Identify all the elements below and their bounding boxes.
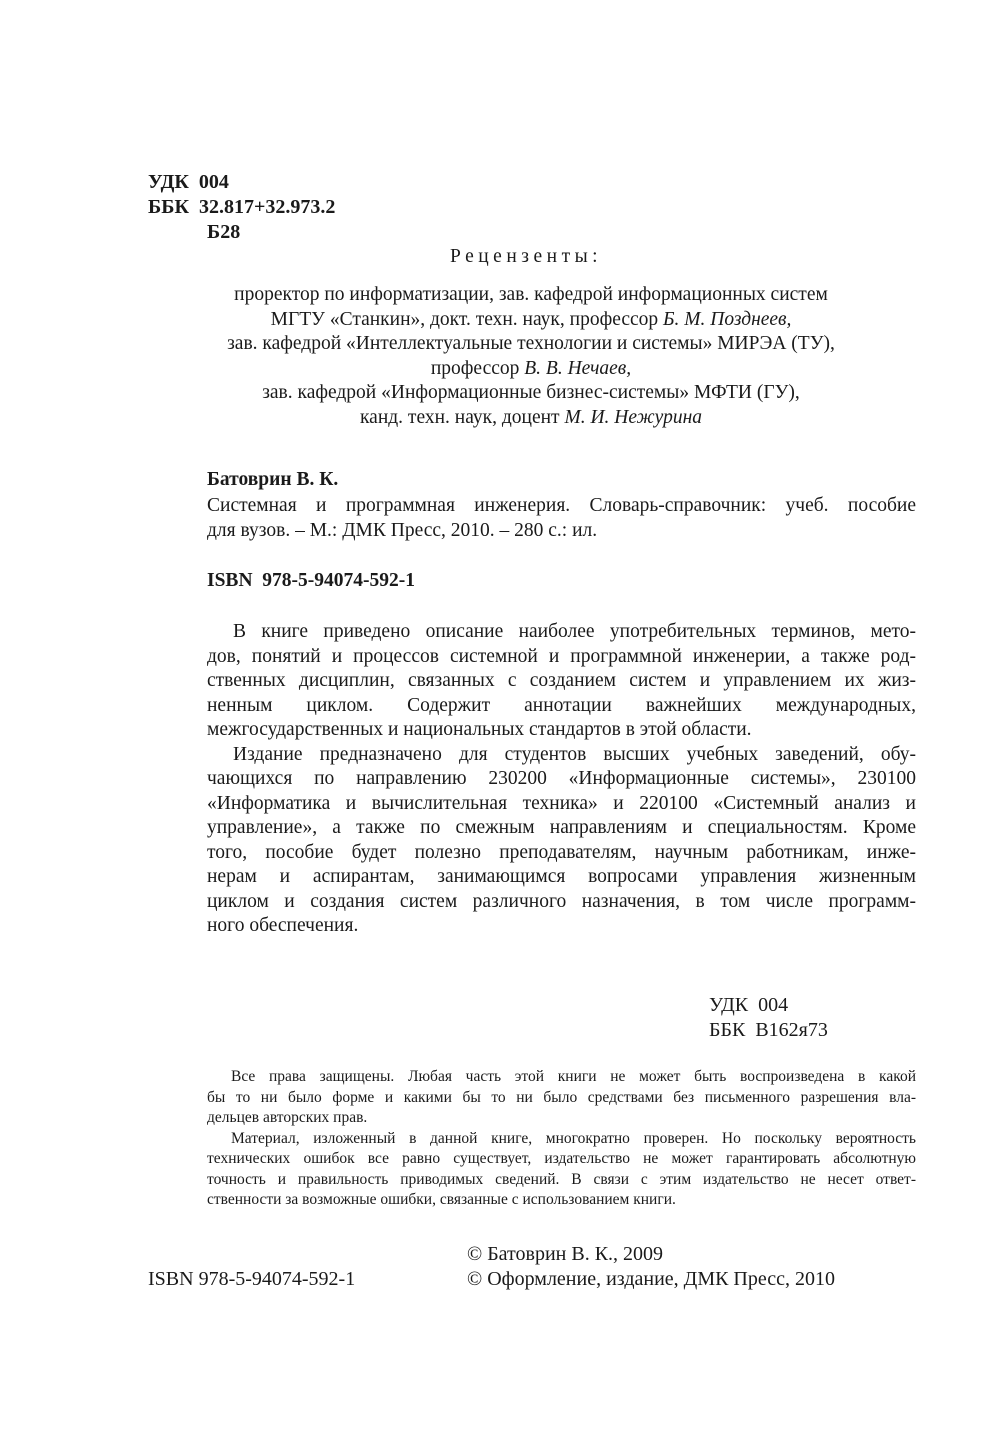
reviewer-3-name: М. И. Нежурина <box>564 406 702 428</box>
reviewer-3-line-2: канд. техн. наук, доцент М. И. Нежурина <box>359 406 702 428</box>
udk-value: 004 <box>198 171 229 193</box>
bbk-label: ББК <box>148 196 189 218</box>
book-description-line-1: Системная и программная инженерия. Словарь-справочник: учеб. пособие <box>207 495 916 516</box>
annotation-line: того, пособие будет полезно преподавателям, научным работникам, инже- <box>207 841 916 863</box>
book-isbn: ISBN 978-5-94074-592-1 <box>207 570 415 591</box>
rights-line: точность и правильность приводимых сведений. В связи с этим издательство не несет ответ- <box>207 1170 916 1188</box>
copyright-publisher: © Оформление, издание, ДМК Пресс, 2010 <box>467 1268 836 1290</box>
annotation-paragraph-1 <box>207 620 916 743</box>
rights-paragraph-1 <box>207 1067 916 1129</box>
bbk-right-label: ББК <box>709 1019 746 1041</box>
bbk-right-line <box>709 1018 828 1043</box>
reviewer-1-line-1: проректор по информатизации, зав. кафедрой информационных систем <box>234 284 828 305</box>
reviewer-1-name: Б. М. Позднеев, <box>663 308 792 330</box>
annotation-line: чающихся по направлению 230200 «Информационные системы», 230100 <box>207 768 916 789</box>
reviewer-2-name: В. В. Нечаев, <box>524 357 632 379</box>
udk-line <box>148 170 229 195</box>
reviewers-list <box>150 283 912 430</box>
udk-right-label: УДК <box>709 994 749 1016</box>
book-description-line-2: для вузов. – М.: ДМК Пресс, 2010. – 280 с.: ил. <box>207 519 598 541</box>
annotation-line: ненным циклом. Содержит аннотации важнейших международных, <box>207 694 916 716</box>
annotation-line: межгосударственных и национальных стандартов в этой области. <box>207 719 752 740</box>
annotation-line: В книге приведено описание наиболее употребительных терминов, мето- <box>233 621 916 642</box>
annotation-line: Издание предназначено для студентов высших учебных заведений, обу- <box>233 743 916 765</box>
footer-isbn: ISBN 978-5-94074-592-1 <box>148 1268 356 1290</box>
annotation-line: циклом и создания систем различного назначения, в том числе программ- <box>207 890 916 912</box>
rights-line: дельцев авторских прав. <box>207 1109 368 1126</box>
book-author: Батоврин В. К. <box>207 469 339 490</box>
copyright-author: © Батоврин В. К., 2009 <box>467 1243 664 1265</box>
annotation <box>207 620 916 939</box>
rights-notice <box>207 1067 916 1211</box>
udk-label: УДК <box>148 171 189 193</box>
rights-line: технических ошибок все равно существует, издательство не может гарантировать абсолютную <box>207 1150 916 1167</box>
reviewer-2-line-1: зав. кафедрой «Интеллектуальные технологии и системы» МИРЭА (ТУ), <box>227 333 835 354</box>
rights-line: Материал, изложенный в данной книге, многократно проверен. Но поскольку вероятность <box>231 1129 916 1147</box>
reviewers-heading: Рецензенты: <box>450 246 603 267</box>
rights-line: Все права защищены. Любая часть этой книги не может быть воспроизведена в какой <box>231 1068 916 1085</box>
annotation-line: управление», а также по смежным направлениям и специальностям. Кроме <box>207 817 916 838</box>
annotation-line: дов, понятий и процессов системной и программной инженерии, а также род- <box>207 645 916 667</box>
udk-right-value: 004 <box>758 994 789 1016</box>
author-mark: Б28 <box>207 221 241 243</box>
annotation-line: ственных дисциплин, связанных с созданием систем и управлением их жиз- <box>207 670 916 691</box>
bbk-line <box>148 195 335 220</box>
reviewer-3-line-1: зав. кафедрой «Информационные бизнес-системы» МФТИ (ГУ), <box>262 382 800 403</box>
annotation-line: нерам и аспирантам, занимающимся вопросами управления жизненным <box>207 866 916 887</box>
reviewer-1-line-2: МГТУ «Станкин», докт. техн. наук, профессор Б. М. Позднеев, <box>270 308 792 330</box>
book-description <box>207 494 916 543</box>
reviewer-2-line-2: профессор В. В. Нечаев, <box>430 357 632 379</box>
rights-paragraph-2 <box>207 1129 916 1211</box>
annotation-paragraph-2 <box>207 743 916 939</box>
bbk-value: 32.817+32.973.2 <box>198 196 336 218</box>
rights-line: ственности за возможные ошибки, связанные с использованием книги. <box>207 1191 676 1208</box>
udk-right-line <box>709 993 788 1018</box>
annotation-line: ного обеспечения. <box>207 915 359 936</box>
bbk-right-value: В162я73 <box>755 1019 828 1041</box>
annotation-line: «Информатика и вычислительная техника» и 220100 «Системный анализ и <box>207 792 916 814</box>
rights-line: бы то ни было форме и какими бы то ни было средствами без письменного разрешения вла- <box>207 1088 916 1106</box>
